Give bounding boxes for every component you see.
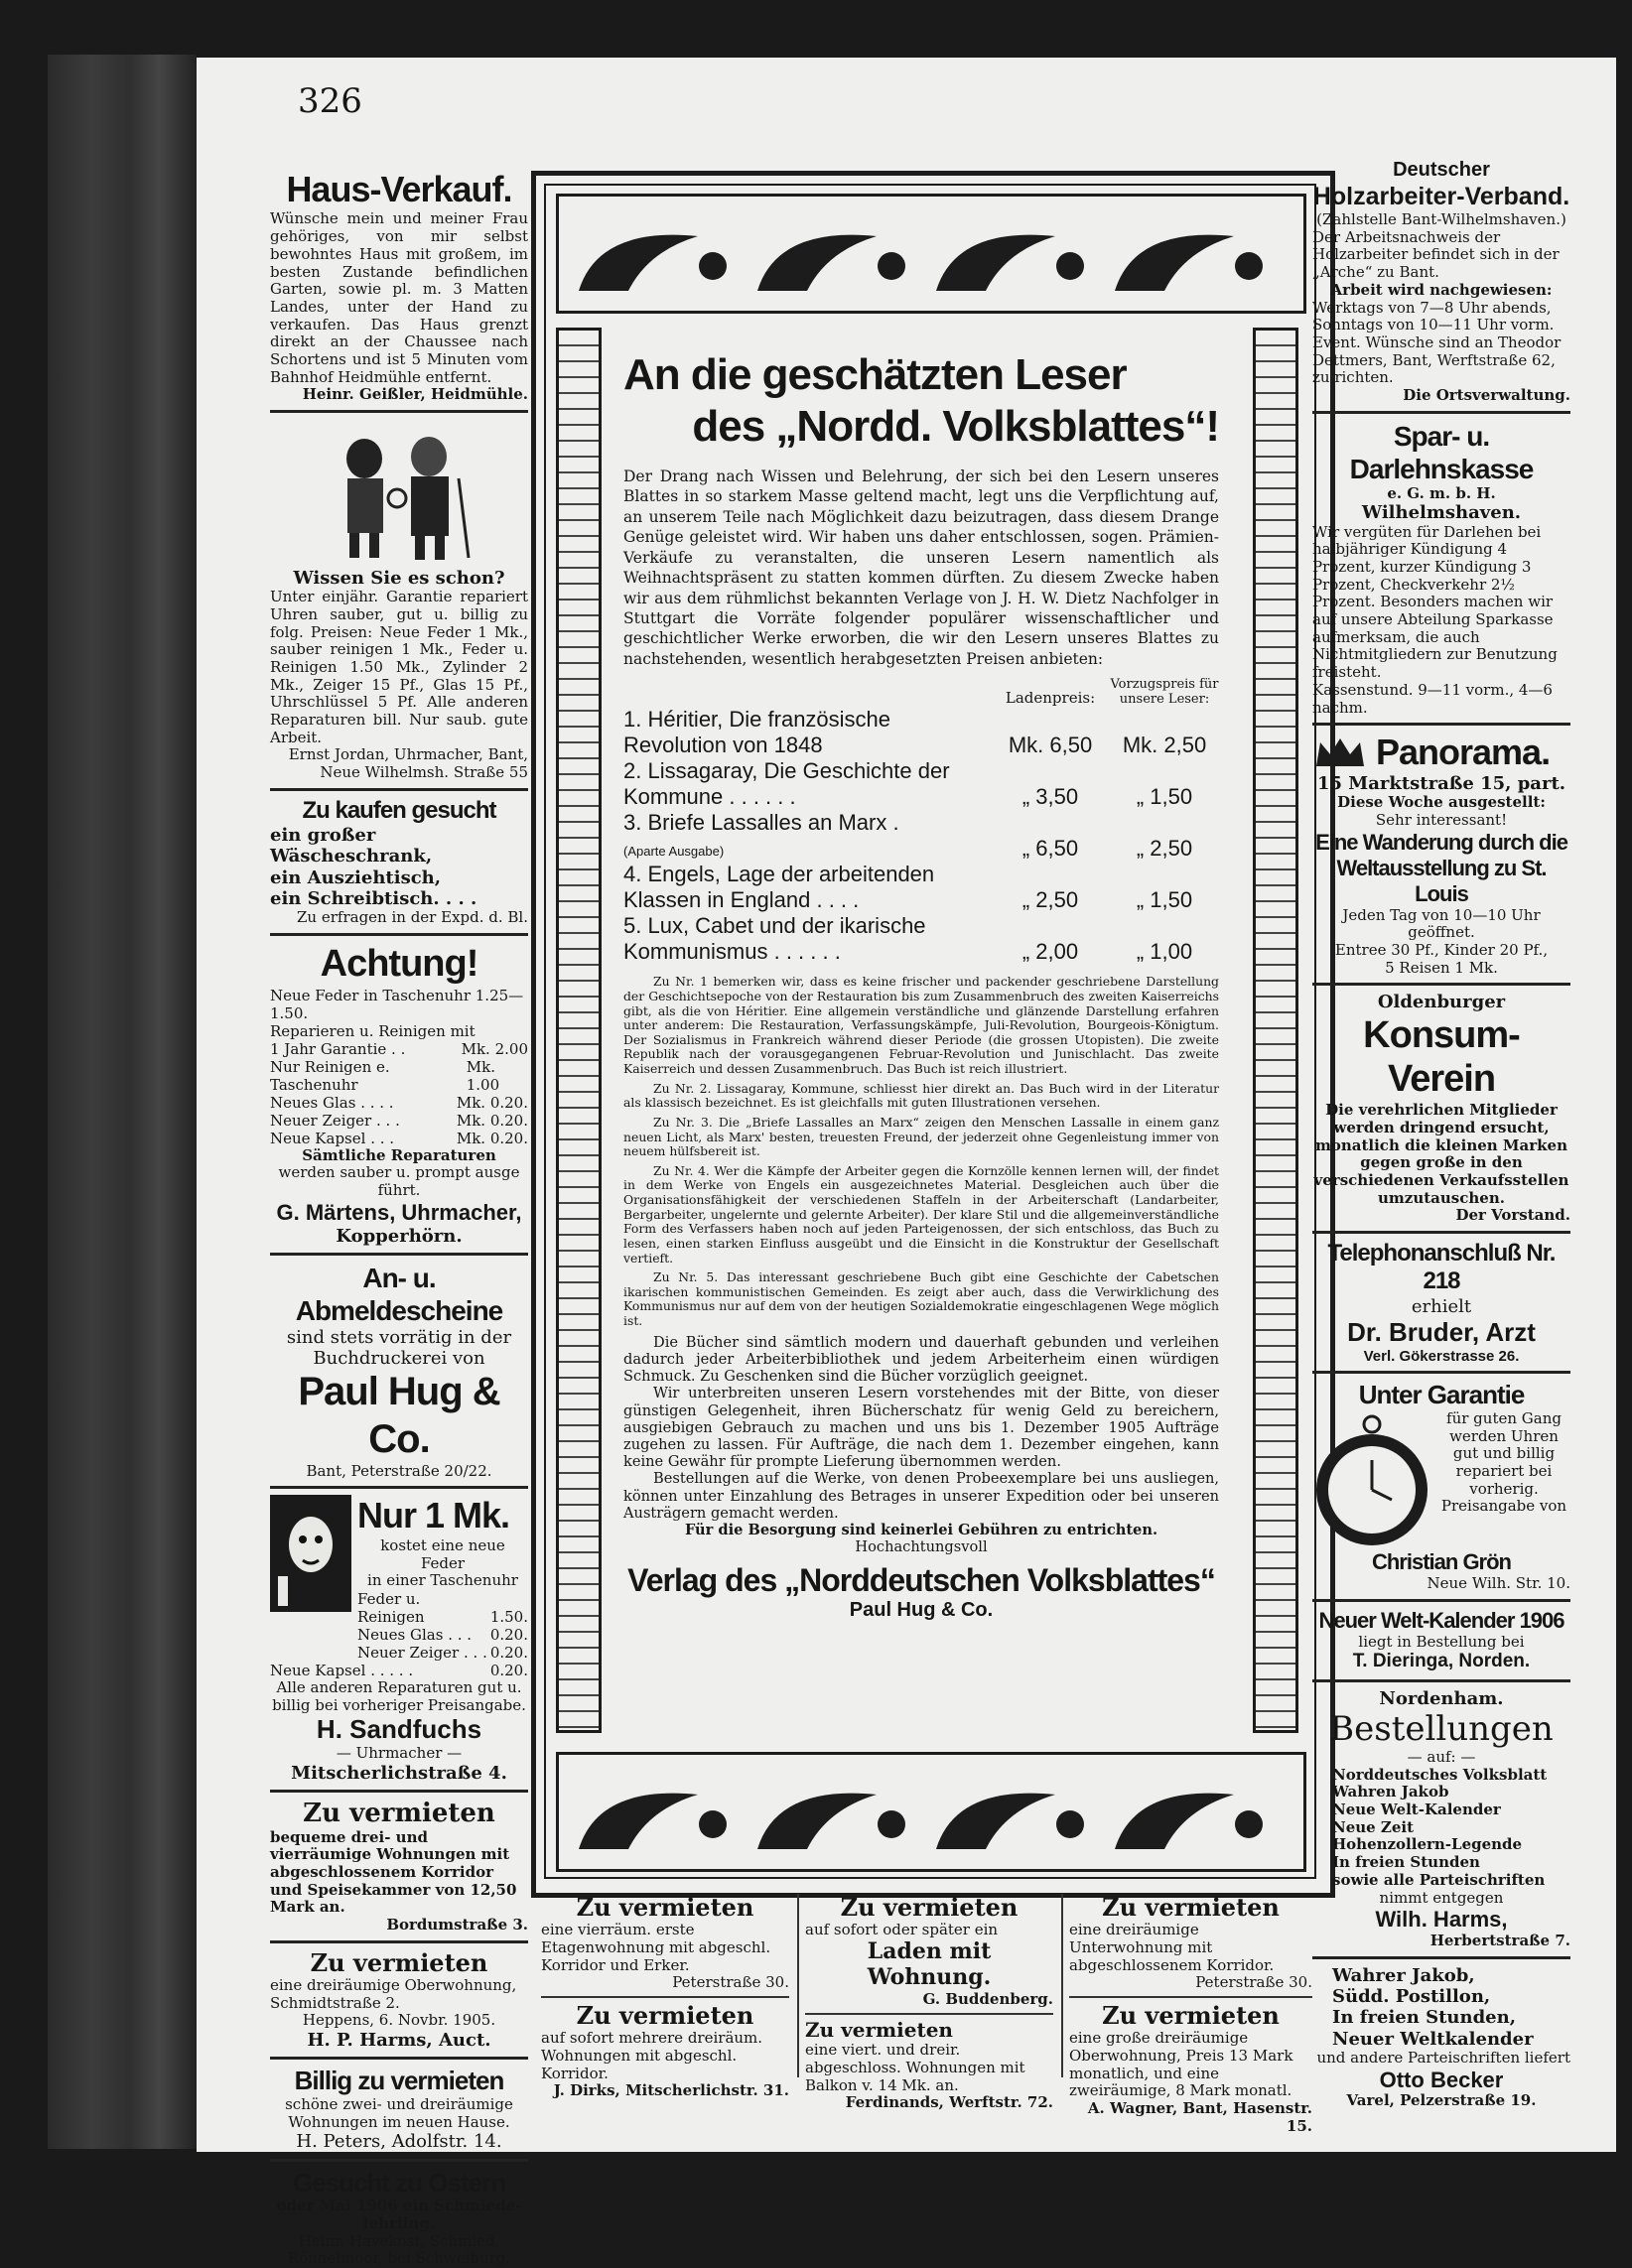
ad-body: Alle anderen Reparaturen gut u. billig bei vorheriger Preisangabe. [272,1677,526,1714]
ad-street: Peterstraße 30. [1195,1973,1312,1992]
ad-title: Billig zu vermieten [294,2066,504,2096]
price-row [270,1112,528,1130]
greeting: Hochachtungsvoll [855,1538,988,1556]
price-row [270,1130,528,1147]
ad-signature: Die Ortsverwaltung. [1403,385,1570,404]
book-list [623,707,1219,965]
price-label: Nur Reinigen e. Taschenuhr [270,1057,390,1094]
divider [1312,1956,1570,1959]
ad-subtitle: e. G. m. b. H. [1387,483,1496,502]
crown-icon [1312,733,1368,772]
list-item: Hohenzollern-Legende [1332,1835,1523,1854]
divider [270,788,528,791]
ad-gesucht-ostern [270,2168,528,2268]
ad-signature: A. Wagner, Bant, Hasenstr. 15. [1087,2099,1312,2135]
book-number: 2. [623,758,642,784]
ad-address: Verl. Gökerstrasse 26. [1363,1347,1520,1365]
vorzug-label: Vorzugspreis für unsere Leser: [1110,677,1219,708]
price-value: 0.20. [489,1661,528,1679]
book-notes [623,975,1219,1328]
bottom-ornament-band [556,1752,1306,1872]
flower-ornament-icon [559,197,1303,311]
ad-trade: — Uhrmacher — [336,1744,463,1763]
divider [1312,1679,1570,1682]
book-laden-price: „ 3,50 [1021,784,1079,810]
ad-address: Herbertstraße 7. [1429,1932,1570,1950]
price-value: Mk. 1.00 [466,1057,500,1094]
ad-vermieten-peterstr-b [1069,1894,1312,2136]
ad-line: — auf: — [1407,1748,1476,1767]
price-row [357,1626,528,1644]
book-title: Engels, Lage der arbeitenden Klassen in England . . . . [623,862,935,913]
ad-body: eine große dreiräumige Oberwohnung, Preis 13 Mark monatlich, und eine zweiräumige, 8 Mark monatl. [1069,2029,1293,2100]
book-vorzug-price: „ 1,00 [1136,939,1193,965]
price-header [623,677,1219,707]
ad-title: Neuer Welt-Kalender 1906 [1318,1607,1564,1633]
left-ornament-rail [556,328,602,1733]
publisher-name: Verlag des „Norddeutschen Volksblattes“ [627,1561,1215,1598]
ad-line: kostet eine neue Feder [380,1535,505,1572]
closing-paragraph: Für die Besorgung sind keinerlei Gebühren zu entrichten. [684,1522,1158,1539]
ad-otto-becker [1312,1965,1570,2110]
book-laden-price: „ 6,50 [1021,836,1079,862]
ad-body: Die verehrlichen Mitglieder werden dringend ersucht, monatlich die kleinen Marken gegen große in den verschiedenen Verkaufsstellen umzutauschen. [1313,1101,1569,1207]
price-value: 1.50. [489,1607,528,1626]
ad-address: Bant, Peterstraße 20/22. [306,1461,492,1480]
ad-name: T. Dieringa, Norden. [1352,1651,1531,1672]
ad-achtung [270,942,528,1247]
ad-title: Zu vermieten [1102,2001,1280,2031]
ad-title: Bestellungen [1329,1708,1554,1749]
ad-body: eine dreiräumige Unterwohnung mit abgeschlossenem Korridor. [1069,1921,1275,1974]
divider [1312,983,1570,986]
ad-line: Jeden Tag von 10—10 Uhr geöffnet. [1342,905,1541,942]
ad-line: in einer Taschenuhr [367,1571,518,1590]
ad-name: Christian Grön [1371,1549,1511,1575]
ad-welt-kalender [1312,1608,1570,1673]
divider [270,1790,528,1793]
book-vorzug-price: „ 1,50 [1136,887,1193,913]
ad-title: Gesucht zu Ostern [292,2167,506,2198]
portrait-woodcut-image [270,1495,351,1612]
book-vorzug-price: „ 1,50 [1136,784,1193,810]
ad-body: Unter einjähr. Garantie repariert Uhren sauber, gut u. billig zu folg. Preisen: Neue Feder 1 Mk., sauber reinigen 1 Mk., Feder u. Reinigen 1.50 Mk., Zylinder 2 Mk., Zeiger 15 Pf., Glas 15 Pf., Uhrschlüssel 5 Pf. Alle anderen Reparaturen bill. Nur saub. gute Arbeit. [270,588,528,746]
ad-billig-vermieten [270,2066,528,2152]
book-note: (Aparte Ausgabe) [623,844,725,860]
divider [270,1940,528,1943]
publisher-firm: Paul Hug & Co. [849,1599,994,1622]
closing-paragraph: Wir unterbreiten unseren Lesern vorstehendes mit der Bitte, von dieser günstigen Gelegenheit, ihren Bücherschatz für wenig Geld zu bereichern, ausgiebigen Gebrauch zu machen und uns bis 1. Dezember 1905 Aufträge zugehen zu lassen. Für Aufträge, die nach dem 1. Dezember eingehen, kann keine Gewähr für prompte Lieferung übernommen werden. [623,1385,1219,1471]
ad-body: Werktags von 7—8 Uhr abends, Sonntags von 10—11 Uhr vorm. Event. Wünsche sind an Theodor Dettmers, Bant, Werftstraße 62, zu richten. [1312,298,1562,387]
ad-dr-bruder [1312,1240,1570,1365]
intro-text: Der Drang nach Wissen und Belehrung, der sich bei den Lesern unseres Blattes in so starkem Masse geltend macht, legt uns die Verpflichtung auf, an unserem Teile nach Möglichkeit dazu beizutragen, dass diesem Drange Genüge geleistet wird. Wir haben uns daher entschlossen, sogen. Prämien-Verkäufe zu veranstalten, die unseren Lesern namentlich als Weihnachtspräsent zu statten kommen dürften. Zu diesem Zwecke haben wir aus dem rühmlichst bekannten Verlage von J. H. W. Dietz Nachfolger in Stuttgart die Vorräte folgender populärer wissenschaftlicher und geschichtlicher Werke erworben, die wir den Lesern unseres Blattes zu nachstehenden, wesentlich herabgesetzten Preisen anbieten: [623,467,1219,668]
ad-signature: Heinr. Geißler, Heidmühle. [302,385,528,404]
ad-line: Diese Woche ausgestellt: [1337,793,1546,812]
ad-street: Mitscherlichstraße 4. [291,1762,507,1784]
book-laden-price: Mk. 6,50 [1008,733,1093,758]
ad-body: eine vierräum. erste Etagenwohnung mit abgeschl. Korridor und Erker. [541,1921,771,1974]
price-label: Neue Feder in Taschenuhr 1.25—1.50. [270,986,524,1022]
list-item: Neuer Weltkalender [1332,2028,1534,2050]
divider [270,2057,528,2060]
book-vorzug-price: „ 2,50 [1136,836,1193,862]
ad-footer: Zu erfragen in der Expd. d. Bl. [297,908,528,927]
center-announcement [623,349,1219,1623]
ad-name: Otto Becker [1379,2067,1504,2092]
divider [1069,1996,1312,1998]
ad-address: 15 Marktstraße 15, part. [1316,773,1566,795]
book-note-paragraph: Zu Nr. 5. Das interessant geschriebene Buch gibt eine Geschichte der Cabetschen ikarischen kommunistischen Gemeinden. Es zeigt aber auch, dass die Verwirklichung des Kommunismus nur auf dem von der heutigen Sozialdemokratie eingeschlagenen Wege möglich ist. [623,1269,1219,1329]
ad-title: Holzarbeiter-Verband. [1312,182,1570,210]
list-item: Wahren Jakob [1332,1783,1449,1801]
ad-line: Arbeit wird nachgewiesen: [1330,280,1553,299]
closing-paragraph: Die Bücher sind sämtlich modern und dauerhaft gebunden und verleihen dadurch jeder Arbeiterbibliothek und jedem Arbeiterheim einen würdigen Schmuck. Zu Geschenken sind die Bücher vorzüglich geeignet. [623,1333,1219,1386]
list-item: Neue Welt-Kalender [1332,1801,1501,1819]
book-spine [48,55,197,2149]
ad-anmeldescheine [270,1262,528,1481]
book-row [623,758,1219,810]
ad-hours: Kassenstund. 9—11 vorm., 4—6 nachm. [1312,680,1553,717]
ad-place: Kopperhörn. [336,1225,463,1247]
divider [270,1253,528,1256]
ad-body: eine viert. und dreir. abgeschloss. Wohnungen mit Balkon v. 14 Mk. an. [805,2041,1025,2094]
ad-line: erhielt [1411,1295,1472,1317]
right-column [1312,159,1570,2110]
book-number: 1. [623,707,642,733]
ad-sparkasse [1312,420,1570,718]
ad-place: Nordenham. [1379,1687,1504,1709]
ad-title: Zu vermieten [303,1798,495,1828]
price-row [270,1094,528,1112]
book-title: Lissagaray, Die Geschichte der Kommune . . . . . . [623,758,950,810]
price-value: Mk. 0.20. [456,1129,528,1147]
divider [1312,411,1570,414]
ad-line: ein Ausziehtisch, [270,867,442,888]
clock-men-illustration [270,419,528,568]
pocket-watch-icon [1312,1410,1431,1549]
ad-body: für guten Gang werden Uhren gut und billig repariert bei vorherig. Preisangabe von [1440,1409,1567,1516]
book-number: 5. [623,913,642,939]
price-label: Neue Kapsel . . . [270,1129,395,1147]
closing-paragraph: Bestellungen auf die Werke, von denen Probeexemplare bei uns ausliegen, können unter Einzahlung des Betrages in unserer Expedition oder bei unseren Austrägern gemacht werden. [623,1470,1219,1522]
ad-street: Bordumstraße 3. [386,1916,528,1934]
price-row [270,1058,528,1094]
price-label: 1 Jahr Garantie . . [270,1039,406,1058]
price-value: Mk. 2.00 [461,1039,528,1058]
ad-highlight: Laden mit Wohnung. [867,1938,992,1990]
book-row [623,862,1219,913]
ad-body: auf sofort mehrere dreiräum. Wohnungen mit abgeschl. Korridor. [541,2029,763,2082]
book-note-paragraph: Zu Nr. 1 bemerken wir, dass es keine frischer und packender geschriebene Darstellung der Geschichtsepoche von der Restauration bis zum Zusammenbruch des zweiten Kaiserreichs gibt, als die von Héritier. Eine allgemein verständliche und glänzende Darstellung erfahren unter anderem: Die Restauration, Verfassungskämpfe, Juli-Revolution, Bourgeois-Königtum. Der Sozialismus in Frankreich während dieser Periode (die grossen Utopisten). Die zweite Republik nach der vorausgegangenen Februar-Revolution und Junischlacht. Das zweite Kaiserreich und dessen Zusammenbruch. Das Buch ist reich illustriert. [623,974,1219,1077]
ad-title: Telephonanschluß Nr. 218 [1327,1240,1556,1295]
ad-title: Zu vermieten [1102,1893,1280,1922]
list-item: In freien Stunden [1332,1853,1480,1872]
top-ornament-band [556,194,1306,314]
ad-zu-kaufen [270,797,528,927]
price-label: Neues Glas . . . . [270,1093,394,1112]
price-row [357,1590,528,1626]
ad-title: Zu vermieten [310,1947,488,1977]
ad-signature: G. Buddenberg. [922,1989,1053,2008]
divider [1312,723,1570,726]
ad-title: Nur 1 Mk. [357,1495,510,1536]
ad-signature: H. P. Harms, Auct. [307,2030,491,2052]
ad-line: 5 Reisen 1 Mk. [1385,958,1498,977]
ad-vermieten-peterstr-a [541,1894,789,2100]
ad-konsum-verein [1312,992,1570,1225]
ad-nordenham [1312,1688,1570,1950]
ad-signature: Ernst Jordan, Uhrmacher, Bant, Neue Wilhelmsh. Straße 55 [288,745,528,782]
divider [270,410,528,413]
price-label: Neuer Zeiger . . . [357,1643,487,1662]
two-men-illustration [270,419,528,568]
announcement-heading: An die geschätzten Leser [623,350,1127,399]
book-number: 4. [623,862,642,887]
ad-line: und andere Parteischriften liefert [1316,2048,1570,2067]
ad-title: Zu vermieten [840,1893,1019,1922]
price-value: 0.20. [489,1643,528,1662]
ad-nur-1-mk [270,1495,528,1784]
ad-line: Sehr interessant! [1375,811,1508,830]
book-note-paragraph: Zu Nr. 4. Wer die Kämpfe der Arbeiter gegen die Kornzölle kennen lernen will, der findet in dem Werke von Engels ein ausgezeichnetes Material. Desgleichen auch über die Organisationsfähigkeit der verschiedenen Staffeln in der Arbeiterschaft (Landarbeiter, Bergarbeiter, ungelernte und gelernte Arbeiter). Der klare Stil und die allgemeinverständliche Form des Verfassers haben noch auf jeden Parteigenossen, der sich entschloss, das Buch zu lesen, einen starken Einfluss ausgeübt und die Einsicht in die Konstruktur der Gesellschaft vertieft. [623,1162,1219,1266]
page-number: 326 [298,81,362,121]
ad-unter-garantie [1312,1380,1570,1592]
list-item: Wahrer Jakob, [1332,1964,1475,1986]
ad-name: G. Märtens, Uhrmacher, [276,1199,522,1225]
ad-line: Sämtliche Reparaturen [302,1145,496,1164]
book-laden-price: „ 2,50 [1021,887,1079,913]
ad-line: ein großer Wäscheschrank, [270,825,433,867]
divider [1312,1231,1570,1234]
ad-title: Achtung! [320,942,478,985]
price-label: Neues Glas . . . [357,1625,473,1644]
list-item: In freien Stunden, [1332,2007,1516,2029]
book-row [623,810,1219,862]
book-vorzug-price: Mk. 2,50 [1122,733,1207,758]
price-value: Mk. 0.20. [456,1093,528,1112]
ad-body: eine dreiräumige Oberwohnung, Schmidtstraße 2. [270,1976,517,2012]
column-divider [1061,1894,1063,2077]
price-row [270,1040,528,1058]
price-row [357,1644,528,1662]
ad-address: Varel, Pelzerstraße 19. [1346,2091,1537,2110]
ad-body: sind stets vorrätig in der Buchdruckerei von [286,1326,512,1370]
ad-panorama [1312,732,1570,977]
ad-subtitle: (Zahlstelle Bant-Wilhelmshaven.) [1316,210,1566,229]
ad-name: H. Sandfuchs [316,1714,482,1745]
ad-line: werden sauber u. prompt ausge führt. [278,1163,520,1199]
flower-ornament-icon [559,1755,1303,1869]
ad-signature: Ferdinands, Werftstr. 72. [845,2093,1053,2112]
price-label: Reparieren u. Reinigen mit [270,1021,476,1040]
ad-highlight: Eine Wanderung durch die Weltausstellung zu St. Louis [1315,829,1567,906]
ad-line: Entree 30 Pf., Kinder 20 Pf., [1334,941,1549,960]
divider [541,1996,789,1998]
divider [270,1486,528,1489]
closing-text [623,1334,1219,1556]
book-title: Lux, Cabet und der ikarische Kommunismus . . . . . . [623,913,926,965]
price-row [270,1022,528,1040]
ad-holzarbeiter [1312,159,1570,405]
list-item: Südd. Postillon, [1332,1986,1491,2008]
laden-label: Ladenpreis: [1005,689,1096,708]
ad-street: Peterstraße 30. [672,1973,789,1992]
divider [270,2159,528,2162]
right-ornament-rail [1253,328,1298,1733]
divider [805,2013,1053,2015]
ad-title: Haus-Verkauf. [286,169,512,209]
ad-body: schöne zwei- und dreiräumige Wohnungen im neuen Hause. [285,2095,513,2131]
ad-body: bequeme drei- und vierräumige Wohnungen mit abgeschlossenem Korridor und Speisekammer von 12,50 Mark an. [270,1827,517,1917]
price-value: 0.20. [489,1625,528,1644]
ad-signature: Heinr. Havekost, Schmied, Rönnelmoor, bei Schweiburg. [287,2231,511,2268]
ad-firm: Paul Hug & Co. [298,1370,500,1461]
book-number: 3. [623,810,642,836]
ad-body: Der Arbeitsnachweis der Holzarbeiter befindet sich in der „Arche“ zu Bant. [1312,227,1560,282]
announcement-heading: des „Nordd. Volksblattes“! [692,401,1219,451]
ad-name: Dr. Bruder, Arzt [1347,1316,1536,1347]
ad-title: Zu vermieten [805,2017,953,2042]
ad-place: Wilhelmshaven. [1361,502,1522,524]
ad-date: Heppens, 6. Novbr. 1905. [302,2011,496,2030]
ad-haus-verkauf [270,169,528,404]
ad-jordan [270,568,528,782]
ad-title: Wissen Sie es schon? [293,568,505,590]
price-row [270,987,528,1022]
ad-signature: H. Peters, Adolfstr. 14. [296,2131,502,2153]
list-item: Neue Zeit [1332,1817,1415,1836]
ad-line: liegt in Bestellung bei [1358,1632,1525,1651]
list-item: sowie alle Parteischriften [1332,1870,1546,1889]
ad-body: auf sofort oder später ein [805,1921,999,1939]
list-item: Norddeutsches Volksblatt [1332,1765,1548,1784]
divider [1312,1371,1570,1374]
ad-laden [805,1894,1053,2112]
ad-title: Spar- u. Darlehnskasse [1349,420,1534,484]
price-label: Neuer Zeiger . . . [270,1111,400,1130]
column-divider [797,1894,799,2077]
book-title: Héritier, Die französische Revolution von 1848 [623,707,891,758]
divider [270,933,528,936]
divider [1312,1599,1570,1602]
ad-title: Zu vermieten [576,2001,754,2031]
price-label: Feder u. Reinigen [357,1589,425,1626]
ad-pretitle: Oldenburger [1377,992,1506,1013]
book-row [623,913,1219,965]
ad-name: Wilh. Harms, [1375,1907,1508,1933]
ad-signature: Der Vorstand. [1455,1206,1570,1225]
ad-title: Panorama. [1376,732,1551,773]
ad-line: nimmt entgegen [1379,1888,1504,1907]
ad-address: Neue Wilh. Str. 10. [1427,1573,1570,1592]
ad-signature: J. Dirks, Mitscherlichstr. 31. [553,2081,789,2100]
ad-body: oder Mai 1906 ein Schmiede-lehrling. [276,2197,522,2232]
ad-body: Wir vergüten für Darlehen bei halbjähriger Kündigung 4 Prozent, kurzer Kündigung 3 Prozent, Checkverkehr 2½ Prozent. Besonders machen wir auf unsere Abteilung Sparkasse aufmerksam, die auch Nichtmitgliedern zur Benutzung freisteht. [1312,522,1558,682]
ad-pretitle: Deutscher [1393,159,1490,181]
ad-body: Wünsche mein und meiner Frau gehöriges, von mir selbst bewohntes Haus mit großem, im besten Zustande befindlichen Garten, sowie pl. m. 3 Matten Landes, unter der Hand zu verkaufen. Das Haus grenzt direkt an der Chaussee nach Schortens und ist 5 Minuten vom Bahnhof Heidmühle entfernt. [270,209,528,386]
price-value: Mk. 0.20. [456,1111,528,1130]
book-title: Briefe Lassalles an Marx . [647,810,899,836]
ad-vermieten-schmidt [270,1949,528,2052]
ad-title: Zu kaufen gesucht [302,796,496,824]
book-laden-price: „ 2,00 [1021,939,1079,965]
price-label: Neue Kapsel . . . . . [270,1661,414,1679]
ad-line: ein Schreibtisch. . . . [270,887,477,909]
ad-vermieten-bordum [270,1799,528,1934]
book-note-paragraph: Zu Nr. 2. Lissagaray, Kommune, schliesst hier direkt an. Das Buch wird in der Literatur als klassisch bezeichnet. Es ist gleichfalls mit guten Illustrationen versehen. [623,1080,1219,1111]
book-row [623,707,1219,758]
ad-title: Zu vermieten [576,1893,754,1922]
price-row [270,1662,528,1679]
ad-title: An- u. Abmeldescheine [295,1262,503,1326]
left-column [270,169,528,2268]
ad-title: Konsum-Verein [1363,1013,1520,1101]
book-note-paragraph: Zu Nr. 3. Die „Briefe Lassalles an Marx“ zeigen den Menschen Lassalle in einem ganz neuen Licht, als Marx' besten, treuesten Freund, der jederzeit ohne Gegenleistung immer von neuem hülfsbereit ist. [623,1114,1219,1159]
ad-title: Unter Garantie [1358,1380,1525,1410]
